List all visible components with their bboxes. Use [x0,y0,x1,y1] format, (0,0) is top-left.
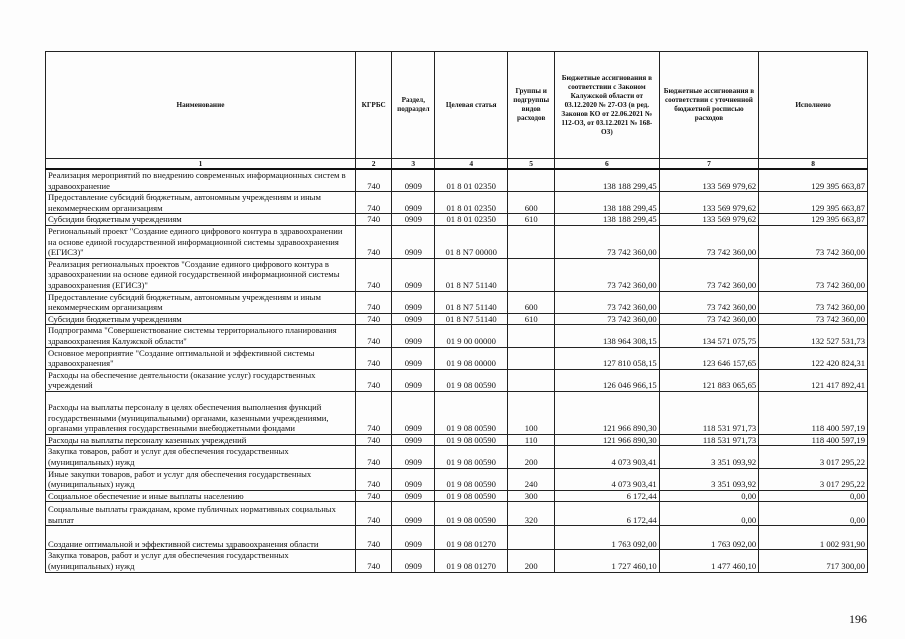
row-kgrbs: 740 [355,526,392,550]
row-name: Субсидии бюджетным учреждениям [46,313,356,325]
table-row [46,526,868,550]
row-kgrbs: 740 [355,225,392,258]
row-executed: 0,00 [759,490,868,502]
row-kgrbs: 740 [355,490,392,502]
row-groups: 200 [508,550,555,572]
row-budget-refined: 3 351 093,92 [659,468,759,490]
row-section: 0909 [392,434,435,446]
row-name: Создание оптимальной и эффективной системы здравоохранения области [46,526,356,550]
row-budget-refined: 118 531 971,73 [659,434,759,446]
row-target: 01 9 08 00590 [435,502,508,526]
header-budget-refined: Бюджетные ассигнования в соответствии с уточненной бюджетной росписью расходов [659,52,759,159]
table-row [46,446,868,468]
row-budget-refined: 121 883 065,65 [659,369,759,391]
row-groups [508,369,555,391]
row-groups [508,347,555,369]
row-section: 0909 [392,313,435,325]
row-kgrbs: 740 [355,502,392,526]
row-executed: 73 742 360,00 [759,291,868,313]
row-groups [508,258,555,291]
table-row [46,313,868,325]
row-budget-refined: 3 351 093,92 [659,446,759,468]
table-row [46,434,868,446]
row-budget-law: 138 188 299,45 [555,214,660,226]
row-target: 01 8 01 02350 [435,214,508,226]
row-name: Расходы на обеспечение деятельности (оказание услуг) государственных учреждений [46,369,356,391]
row-executed: 121 417 892,41 [759,369,868,391]
row-section: 0909 [392,169,435,192]
header-target: Целевая статья [435,52,508,159]
row-kgrbs: 740 [355,391,392,434]
row-groups: 100 [508,391,555,434]
row-budget-refined: 0,00 [659,490,759,502]
header-executed: Исполнено [759,52,868,159]
row-kgrbs: 740 [355,169,392,192]
row-target: 01 8 01 02350 [435,169,508,192]
row-target: 01 8 N7 00000 [435,225,508,258]
row-executed: 3 017 295,22 [759,446,868,468]
row-kgrbs: 740 [355,434,392,446]
row-executed: 132 527 531,73 [759,325,868,347]
row-executed: 73 742 360,00 [759,313,868,325]
table-row [46,169,868,192]
row-budget-law: 127 810 058,15 [555,347,660,369]
table-row [46,325,868,347]
table-row [46,258,868,291]
row-name: Социальные выплаты гражданам, кроме публичных нормативных социальных выплат [46,502,356,526]
row-name: Социальное обеспечение и иные выплаты населению [46,490,356,502]
row-section: 0909 [392,192,435,214]
row-target: 01 9 08 01270 [435,550,508,572]
row-section: 0909 [392,446,435,468]
row-executed: 129 395 663,87 [759,169,868,192]
row-executed: 118 400 597,19 [759,434,868,446]
row-name: Расходы на выплаты персоналу казенных учреждений [46,434,356,446]
column-number: 2 [355,159,392,170]
row-executed: 129 395 663,87 [759,192,868,214]
row-section: 0909 [392,325,435,347]
row-section: 0909 [392,502,435,526]
table-row [46,291,868,313]
header-section: Раздел, подраздел [392,52,435,159]
row-budget-law: 6 172,44 [555,490,660,502]
header-groups: Группы и подгруппы видов расходов [508,52,555,159]
row-executed: 73 742 360,00 [759,258,868,291]
row-kgrbs: 740 [355,468,392,490]
row-kgrbs: 740 [355,313,392,325]
row-executed: 3 017 295,22 [759,468,868,490]
row-executed: 129 395 663,87 [759,214,868,226]
row-budget-law: 138 964 308,15 [555,325,660,347]
row-kgrbs: 740 [355,325,392,347]
row-section: 0909 [392,526,435,550]
row-name: Предоставление субсидий бюджетным, автономным учреждениям и иным некоммерческим организациям [46,192,356,214]
row-target: 01 8 N7 51140 [435,258,508,291]
row-budget-refined: 73 742 360,00 [659,258,759,291]
row-groups: 610 [508,313,555,325]
table-row [46,192,868,214]
column-number: 8 [759,159,868,170]
row-section: 0909 [392,391,435,434]
row-kgrbs: 740 [355,291,392,313]
row-budget-law: 4 073 903,41 [555,468,660,490]
row-name: Подпрограмма "Совершенствование системы территориального планирования здравоохранения Калужской области" [46,325,356,347]
row-executed: 122 420 824,31 [759,347,868,369]
row-budget-law: 121 966 890,30 [555,391,660,434]
row-target: 01 9 08 00590 [435,391,508,434]
page-number: 196 [849,612,867,626]
row-target: 01 8 01 02350 [435,192,508,214]
row-groups: 240 [508,468,555,490]
header-row [46,52,868,159]
row-groups: 610 [508,214,555,226]
row-groups: 320 [508,502,555,526]
column-number: 4 [435,159,508,170]
header-budget-law: Бюджетные ассигнования в соответствии с Законом Калужской области от 03.12.2020 № 27-ОЗ (в ред. Законов КО от 22.06.2021 № 112-ОЗ, от 03.12.2021 № 168-ОЗ) [555,52,660,159]
row-section: 0909 [392,291,435,313]
row-section: 0909 [392,468,435,490]
row-budget-refined: 73 742 360,00 [659,225,759,258]
table-row [46,550,868,572]
column-number-row [46,159,868,170]
row-budget-refined: 1 477 460,10 [659,550,759,572]
column-number: 1 [46,159,356,170]
row-kgrbs: 740 [355,550,392,572]
row-target: 01 9 00 00000 [435,325,508,347]
row-section: 0909 [392,490,435,502]
column-number: 5 [508,159,555,170]
row-name: Основное мероприятие "Создание оптимальной и эффективной системы здравоохранения" [46,347,356,369]
row-groups [508,325,555,347]
row-budget-law: 6 172,44 [555,502,660,526]
table-row [46,502,868,526]
row-target: 01 9 08 00590 [435,434,508,446]
budget-table [45,51,868,573]
row-budget-refined: 133 569 979,62 [659,192,759,214]
row-section: 0909 [392,347,435,369]
row-groups [508,169,555,192]
row-section: 0909 [392,214,435,226]
row-budget-refined: 123 646 157,65 [659,347,759,369]
row-budget-law: 138 188 299,45 [555,192,660,214]
table-row [46,391,868,434]
table-row [46,214,868,226]
row-target: 01 9 08 00590 [435,369,508,391]
row-budget-refined: 73 742 360,00 [659,313,759,325]
row-groups [508,225,555,258]
row-budget-refined: 133 569 979,62 [659,214,759,226]
row-target: 01 8 N7 51140 [435,313,508,325]
row-section: 0909 [392,369,435,391]
row-groups [508,526,555,550]
row-budget-law: 1 763 092,00 [555,526,660,550]
header-kgrbs: КГРБС [355,52,392,159]
row-section: 0909 [392,258,435,291]
row-kgrbs: 740 [355,347,392,369]
row-name: Предоставление субсидий бюджетным, автономным учреждениям и иным некоммерческим организациям [46,291,356,313]
row-groups: 200 [508,446,555,468]
row-name: Региональный проект "Создание единого цифрового контура в здравоохранении на основе единой государственной информационной системы здравоохранения (ЕГИСЗ)" [46,225,356,258]
row-budget-refined: 134 571 075,75 [659,325,759,347]
row-target: 01 8 N7 51140 [435,291,508,313]
row-budget-law: 73 742 360,00 [555,225,660,258]
row-budget-law: 73 742 360,00 [555,258,660,291]
row-kgrbs: 740 [355,258,392,291]
row-section: 0909 [392,550,435,572]
row-target: 01 9 08 00590 [435,468,508,490]
row-groups: 600 [508,291,555,313]
column-number: 6 [555,159,660,170]
row-target: 01 9 08 00590 [435,446,508,468]
row-kgrbs: 740 [355,192,392,214]
row-name: Субсидии бюджетным учреждениям [46,214,356,226]
row-budget-refined: 0,00 [659,502,759,526]
row-section: 0909 [392,225,435,258]
row-budget-law: 73 742 360,00 [555,313,660,325]
row-budget-law: 4 073 903,41 [555,446,660,468]
table-row [46,369,868,391]
table-row [46,225,868,258]
row-target: 01 9 08 00590 [435,490,508,502]
row-kgrbs: 740 [355,446,392,468]
row-groups: 110 [508,434,555,446]
row-executed: 118 400 597,19 [759,391,868,434]
row-target: 01 9 08 00000 [435,347,508,369]
row-name: Расходы на выплаты персоналу в целях обеспечения выполнения функций государственными (муниципальными) органами, казенными учреждениями, органами управления государственными внебюджетными фондами [46,391,356,434]
row-budget-law: 1 727 460,10 [555,550,660,572]
row-budget-refined: 133 569 979,62 [659,169,759,192]
column-number: 3 [392,159,435,170]
table-row [46,490,868,502]
header-name: Наименование [46,52,356,159]
row-executed: 1 002 931,90 [759,526,868,550]
row-target: 01 9 08 01270 [435,526,508,550]
row-name: Закупка товаров, работ и услуг для обеспечения государственных (муниципальных) нужд [46,446,356,468]
row-kgrbs: 740 [355,369,392,391]
row-groups: 300 [508,490,555,502]
row-name: Закупка товаров, работ и услуг для обеспечения государственных (муниципальных) нужд [46,550,356,572]
row-name: Реализация региональных проектов "Создание единого цифрового контура в здравоохранении на основе единой государственной информационной системы здравоохранения (ЕГИСЗ)" [46,258,356,291]
row-executed: 0,00 [759,502,868,526]
row-name: Иные закупки товаров, работ и услуг для обеспечения государственных (муниципальных) нужд [46,468,356,490]
row-budget-law: 138 188 299,45 [555,169,660,192]
row-budget-refined: 118 531 971,73 [659,391,759,434]
row-executed: 717 300,00 [759,550,868,572]
table-body [46,169,868,572]
table-row [46,347,868,369]
row-name: Реализация мероприятий по внедрению современных информационных систем в здравоохранение [46,169,356,192]
row-executed: 73 742 360,00 [759,225,868,258]
row-budget-refined: 1 763 092,00 [659,526,759,550]
row-kgrbs: 740 [355,214,392,226]
row-budget-refined: 73 742 360,00 [659,291,759,313]
table-row [46,468,868,490]
row-budget-law: 73 742 360,00 [555,291,660,313]
column-number: 7 [659,159,759,170]
row-budget-law: 121 966 890,30 [555,434,660,446]
row-budget-law: 126 046 966,15 [555,369,660,391]
row-groups: 600 [508,192,555,214]
